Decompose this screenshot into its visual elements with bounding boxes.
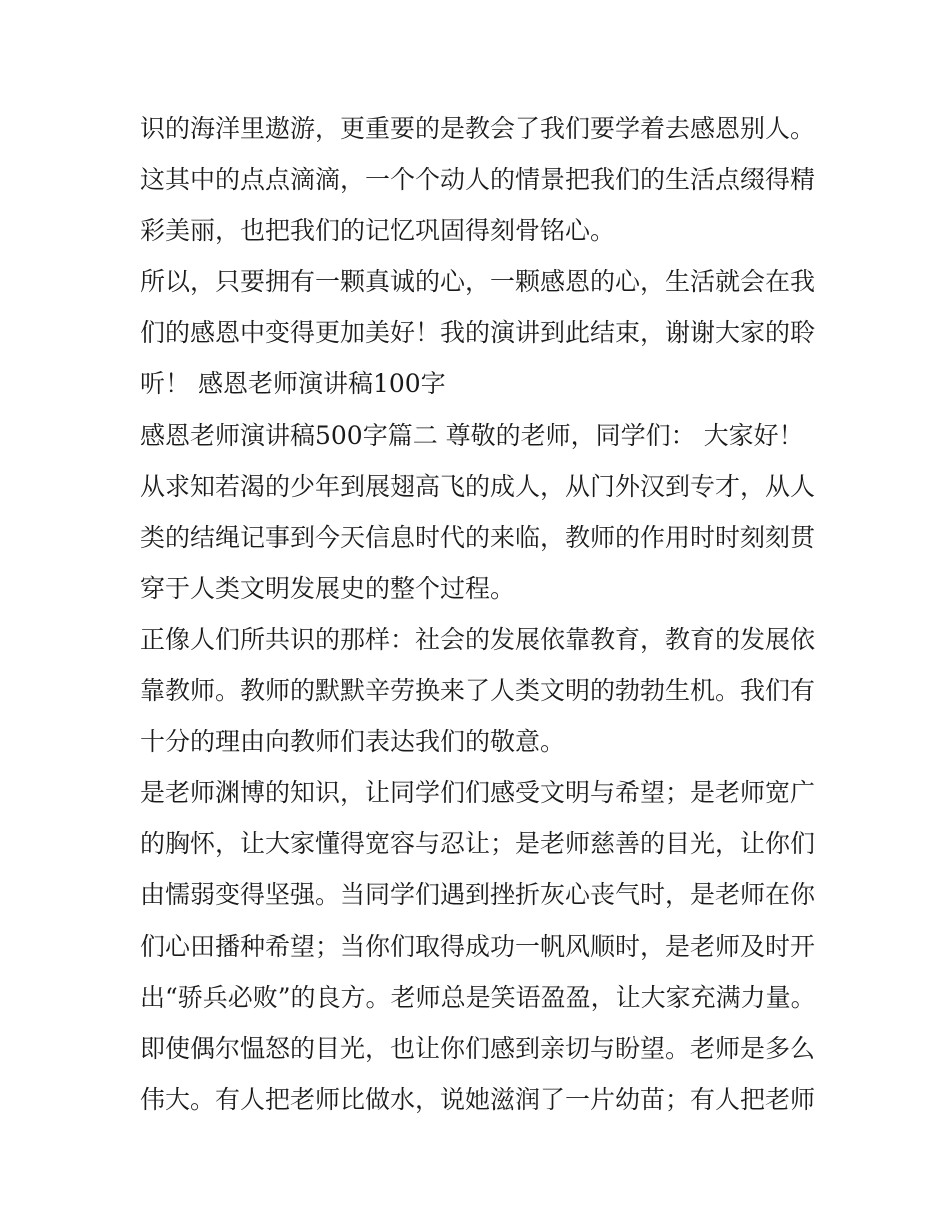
text-line: 靠教师。教师的默默辛劳换来了人类文明的勃勃生机。我们有 <box>140 676 816 706</box>
text-line: 识的海洋里遨游，更重要的是教会了我们要学着去感恩别人。 <box>140 114 816 143</box>
text-line: 这其中的点点滴滴，一个个动人的情景把我们的生活点缀得精 <box>140 165 816 195</box>
text-line: 的胸怀，让大家懂得宽容与忍让；是老师慈善的目光，让你们 <box>140 829 816 859</box>
text-line: 彩美丽，也把我们的记忆巩固得刻骨铭心。 <box>140 216 616 246</box>
text-line: 出“骄兵必败”的良方。老师总是笑语盈盈，让大家充满力量。 <box>140 982 816 1012</box>
text-line: 十分的理由向教师们表达我们的敬意。 <box>140 727 566 757</box>
text-line: 从求知若渴的少年到展翅高飞的成人，从门外汉到专才，从人 <box>140 471 816 501</box>
text-line: 是老师渊博的知识，让同学们们感受文明与希望；是老师宽广 <box>140 778 816 808</box>
text-line: 正像人们所共识的那样：社会的发展依靠教育，教育的发展依 <box>140 624 816 654</box>
text-line: 听！ 感恩老师演讲稿100字 <box>140 369 446 399</box>
text-line: 所以，只要拥有一颗真诚的心，一颗感恩的心，生活就会在我 <box>140 267 816 297</box>
document-body <box>140 103 816 1125</box>
text-line: 们心田播种希望；当你们取得成功一帆风顺时，是老师及时开 <box>140 931 816 961</box>
text-line: 感恩老师演讲稿500字篇二 尊敬的老师，同学们： 大家好！ <box>140 420 804 450</box>
text-line: 由懦弱变得坚强。当同学们遇到挫折灰心丧气时，是老师在你 <box>140 880 816 910</box>
text-line: 穿于人类文明发展史的整个过程。 <box>140 573 516 603</box>
text-line: 即使偶尔愠怒的目光，也让你们感到亲切与盼望。老师是多么 <box>140 1033 816 1063</box>
text-line: 伟大。有人把老师比做水，说她滋润了一片幼苗；有人把老师 <box>140 1084 816 1114</box>
text-line: 们的感恩中变得更加美好！我的演讲到此结束，谢谢大家的聆 <box>140 318 816 348</box>
text-line: 类的结绳记事到今天信息时代的来临，教师的作用时时刻刻贯 <box>140 522 816 552</box>
